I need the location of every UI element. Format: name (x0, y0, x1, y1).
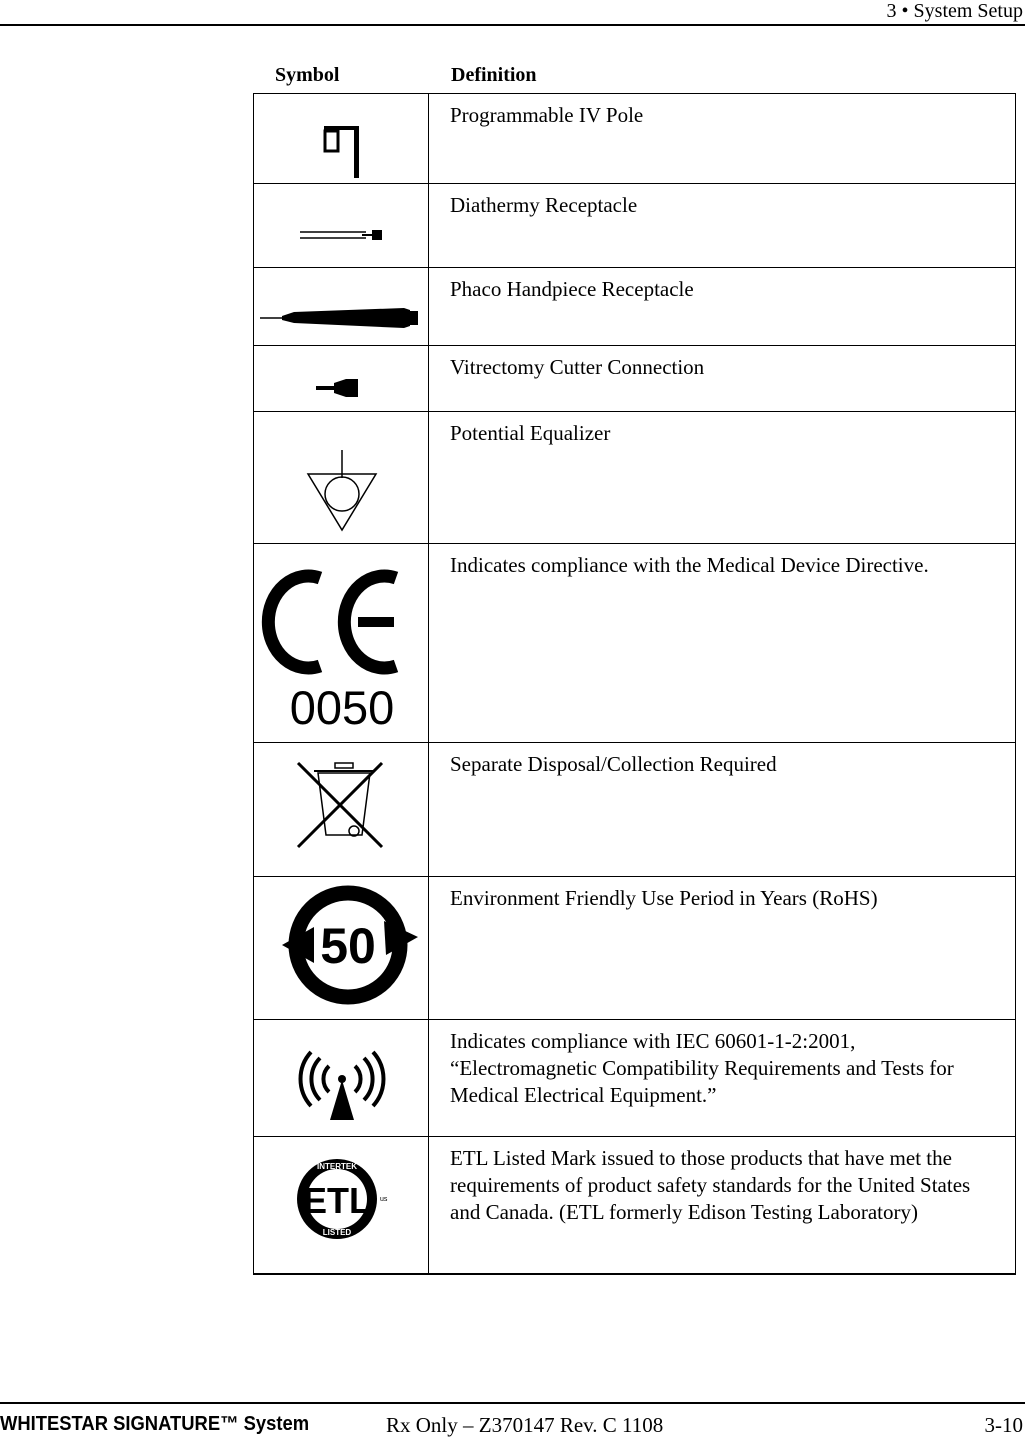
symbol-cell (253, 544, 429, 742)
ce-mark-icon (254, 544, 430, 743)
svg-text:LISTED: LISTED (322, 1228, 352, 1237)
svg-text:INTERTEK: INTERTEK (317, 1162, 357, 1171)
symbol-cell (253, 346, 429, 411)
symbol-cell (253, 412, 429, 543)
symbol-cell (253, 184, 429, 267)
table-row (253, 345, 1016, 411)
table-row (253, 93, 1016, 183)
table-row (253, 543, 1016, 742)
table-row (253, 411, 1016, 543)
phaco-handpiece-icon (254, 268, 430, 346)
iv-pole-icon (254, 94, 430, 184)
crossed-bin-icon (254, 743, 430, 877)
definition-text: Programmable IV Pole (429, 94, 1016, 183)
definition-text: Indicates compliance with the Medical Device Directive. (429, 544, 1016, 742)
table-row (253, 742, 1016, 876)
symbol-column-header: Symbol (275, 64, 340, 86)
definition-text: Phaco Handpiece Receptacle (429, 268, 1016, 345)
definition-text: Diathermy Receptacle (429, 184, 1016, 267)
symbol-cell (253, 877, 429, 1019)
etl-listed-icon (254, 1137, 430, 1274)
section-header: 3 • System Setup (886, 0, 1023, 22)
symbol-cell (253, 1137, 429, 1273)
definition-text: ETL Listed Mark issued to those products that have met the requirements of product safety standards for the United States and Canada. (ETL formerly Edison Testing Laboratory) (429, 1137, 1016, 1273)
definition-text: Potential Equalizer (429, 412, 1016, 543)
ce-notified-body-number: 0050 (289, 681, 395, 734)
svg-text:us: us (380, 1196, 388, 1203)
emc-radiation-icon (254, 1020, 430, 1137)
definition-text: Indicates compliance with IEC 60601-1-2:2001, “Electromagnetic Compatibility Requirements and Tests for Medical Electrical Equipment.” (429, 1020, 1016, 1136)
table-row (253, 183, 1016, 267)
footer-rule (0, 1402, 1025, 1404)
diathermy-receptacle-icon (254, 184, 430, 268)
vitrectomy-cutter-icon (254, 346, 430, 412)
definition-column-header: Definition (451, 64, 537, 86)
footer-page-number: 3-10 (984, 1413, 1023, 1437)
table-row (253, 267, 1016, 345)
symbol-cell (253, 94, 429, 183)
table-row (253, 1019, 1016, 1136)
rohs-50-icon (254, 877, 430, 1020)
header-rule (0, 24, 1025, 26)
table-row (253, 876, 1016, 1019)
symbol-cell (253, 743, 429, 876)
rohs-period-number: 50 (320, 918, 376, 974)
definition-text: Vitrectomy Cutter Connection (429, 346, 1016, 411)
symbol-table (253, 67, 1016, 1275)
table-row (253, 1136, 1016, 1273)
potential-equalizer-icon (254, 412, 430, 544)
symbol-cell (253, 268, 429, 345)
definition-text: Environment Friendly Use Period in Years (RoHS) (429, 877, 1016, 1019)
definition-text: Separate Disposal/Collection Required (429, 743, 1016, 876)
symbol-cell (253, 1020, 429, 1136)
footer-document: Rx Only – Z370147 Rev. C 1108 (386, 1413, 664, 1437)
svg-text:ETL: ETL (303, 1180, 371, 1221)
footer-product: WHITESTAR SIGNATURE™ System (0, 1413, 310, 1435)
